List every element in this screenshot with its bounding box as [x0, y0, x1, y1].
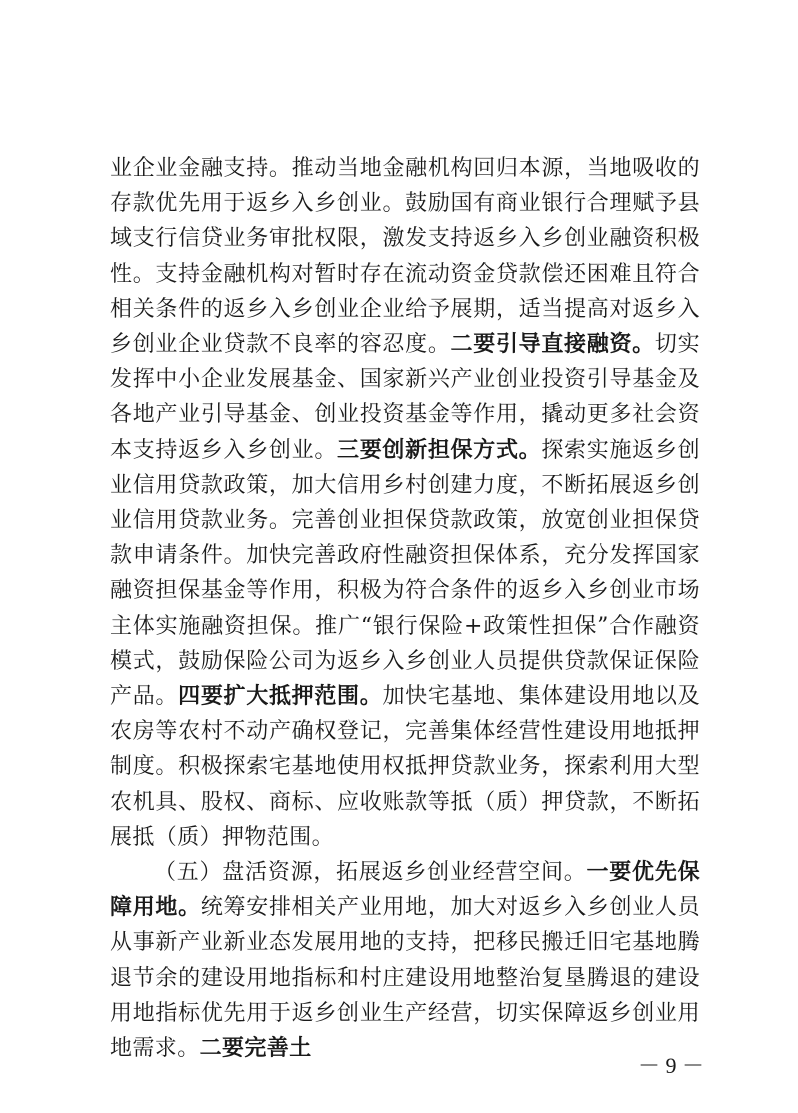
heading-improve-land: 二要完善土: [199, 1036, 312, 1062]
paragraph-resources: [110, 855, 700, 1066]
paragraph-finance-support: [110, 151, 700, 855]
sentence-land-priority: 统筹安排相关产业用地，加大对返乡入乡创业人员从事新产业新业态发展用地的支持，把移民搬迁旧宅基地腾退节余的建设用地指标和村庄建设用地整治复垦腾退的建设用地指标优先用于返乡创业生产经营，切实保障返乡创业用地需求。: [110, 895, 700, 1062]
page-number: － 9 －: [637, 1053, 704, 1078]
sentence-mortgage-scope: 加快宅基地、集体建设用地以及农房等农村不动产确权登记，完善集体经营性建设用地抵押制度。积极探索宅基地使用权抵押贷款业务，探索利用大型农机具、股权、商标、应收账款等抵（质）押贷款，不断拓展抵（质）押物范围。: [110, 684, 701, 850]
heading-direct-financing: 二要引导直接融资。: [450, 332, 655, 358]
document-body: [110, 151, 700, 1066]
heading-mortgage-scope: 四要扩大抵押范围。: [178, 684, 383, 710]
sentence-direct-financing: 切实发挥中小企业发展基金、国家新兴产业创业投资引导基金及各地产业引导基金、创业投资基金等作用，撬动更多社会资本支持返乡入乡创业。: [110, 332, 700, 463]
sentence-finance-support: 业企业金融支持。推动当地金融机构回归本源，当地吸收的存款优先用于返乡入乡创业。鼓励国有商业银行合理赋予县域支行信贷业务审批权限，激发支持返乡入乡创业融资积极性。支持金融机构对暂时存在流动资金贷款偿还困难且符合相关条件的返乡入乡创业企业给予展期，适当提高对返乡入乡创业企业贷款不良率的容忍度。: [110, 156, 700, 358]
heading-land-priority: 一要优先保障用地。: [110, 860, 700, 921]
section-heading-resources: （五）盘活资源，拓展返乡创业经营空间。: [154, 860, 587, 886]
sentence-guarantee-innovation: 探索实施返乡创业信用贷款政策，加大信用乡村创建力度，不断拓展返乡创业信用贷款业务。完善创业担保贷款政策，放宽创业担保贷款申请条件。加快完善政府性融资担保体系，充分发挥国家融资担保基金等作用，积极为符合条件的返乡入乡创业市场主体实施融资担保。推广“银行保险+政策性担保”合作融资模式，鼓励保险公司为返乡入乡创业人员提供贷款保证保险产品。: [110, 437, 700, 710]
heading-guarantee-innovation: 三要创新担保方式。: [337, 437, 542, 463]
